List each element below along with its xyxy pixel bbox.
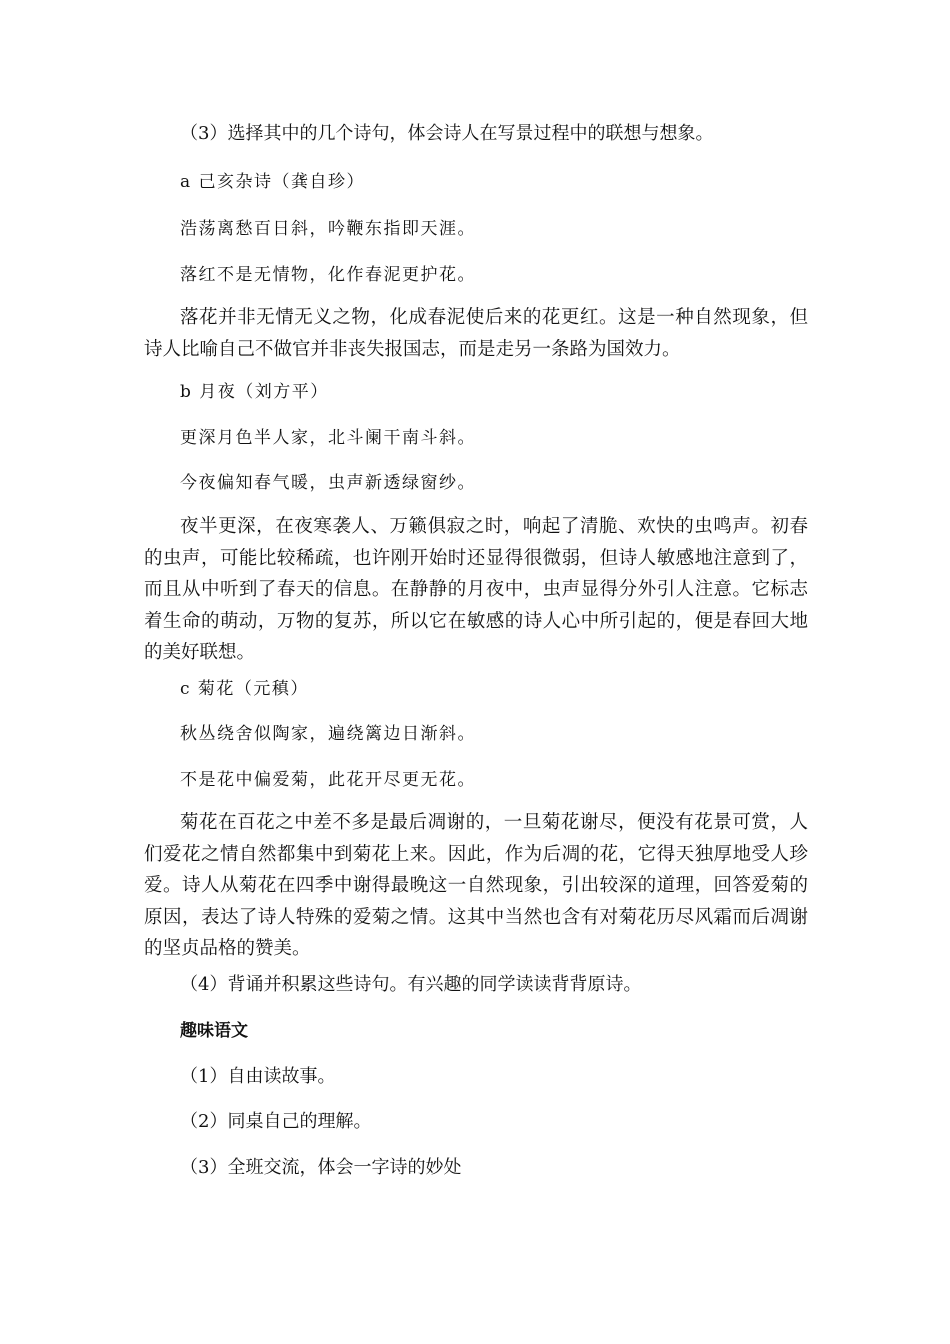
fun-item-1: （1）自由读故事。 <box>180 1066 336 1087</box>
section-4-prompt: （4）背诵并积累这些诗句。有兴趣的同学读读背背原诗。 <box>180 974 642 995</box>
poem-c-line-1: 秋丛绕舍似陶家，遍绕篱边日渐斜。 <box>180 724 476 744</box>
poem-b-analysis: 夜半更深，在夜寒袭人、万籁俱寂之时，响起了清脆、欢快的虫鸣声。初春的虫声，可能比较稀疏，也许刚开始时还显得很微弱，但诗人敏感地注意到了，而且从中听到了春天的信息。在静静的月夜中，虫声显得分外引人注意。它标志着生命的萌动，万物的复苏，所以它在敏感的诗人心中所引起的，便是春回大地的美好联想。 <box>144 516 808 663</box>
poem-a-title: a 己亥杂诗（龚自珍） <box>180 172 366 192</box>
fun-item-2: （2）同桌自己的理解。 <box>180 1111 372 1132</box>
section-3-prompt: （3）选择其中的几个诗句，体会诗人在写景过程中的联想与想象。 <box>180 123 714 144</box>
poem-c-analysis: 菊花在百花之中差不多是最后凋谢的，一旦菊花谢尽，便没有花景可赏，人们爱花之情自然都集中到菊花上来。因此，作为后凋的花，它得天独厚地受人珍爱。诗人从菊花在四季中谢得最晚这一自然现象，引出较深的道理，回答爱菊的原因，表达了诗人特殊的爱菊之情。这其中当然也含有对菊花历尽风霜而后凋谢的坚贞品格的赞美。 <box>144 812 808 959</box>
poem-c-title: c 菊花（元稹） <box>180 679 309 699</box>
poem-c-line-2: 不是花中偏爱菊，此花开尽更无花。 <box>180 770 476 790</box>
poem-a-line-2: 落红不是无情物，化作春泥更护花。 <box>180 265 476 285</box>
fun-section-heading: 趣味语文 <box>180 1021 248 1041</box>
fun-item-3: （3）全班交流，体会一字诗的妙处 <box>180 1157 462 1178</box>
poem-a-analysis: 落花并非无情无义之物，化成春泥使后来的花更红。这是一种自然现象，但诗人比喻自己不做官并非丧失报国志，而是走另一条路为国效力。 <box>144 307 808 360</box>
poem-b-title: b 月夜（刘方平） <box>180 382 329 402</box>
poem-b-line-1: 更深月色半人家，北斗阑干南斗斜。 <box>180 428 476 448</box>
poem-b-line-2: 今夜偏知春气暖，虫声新透绿窗纱。 <box>180 473 476 493</box>
poem-a-line-1: 浩荡离愁百日斜，吟鞭东指即天涯。 <box>180 219 476 239</box>
